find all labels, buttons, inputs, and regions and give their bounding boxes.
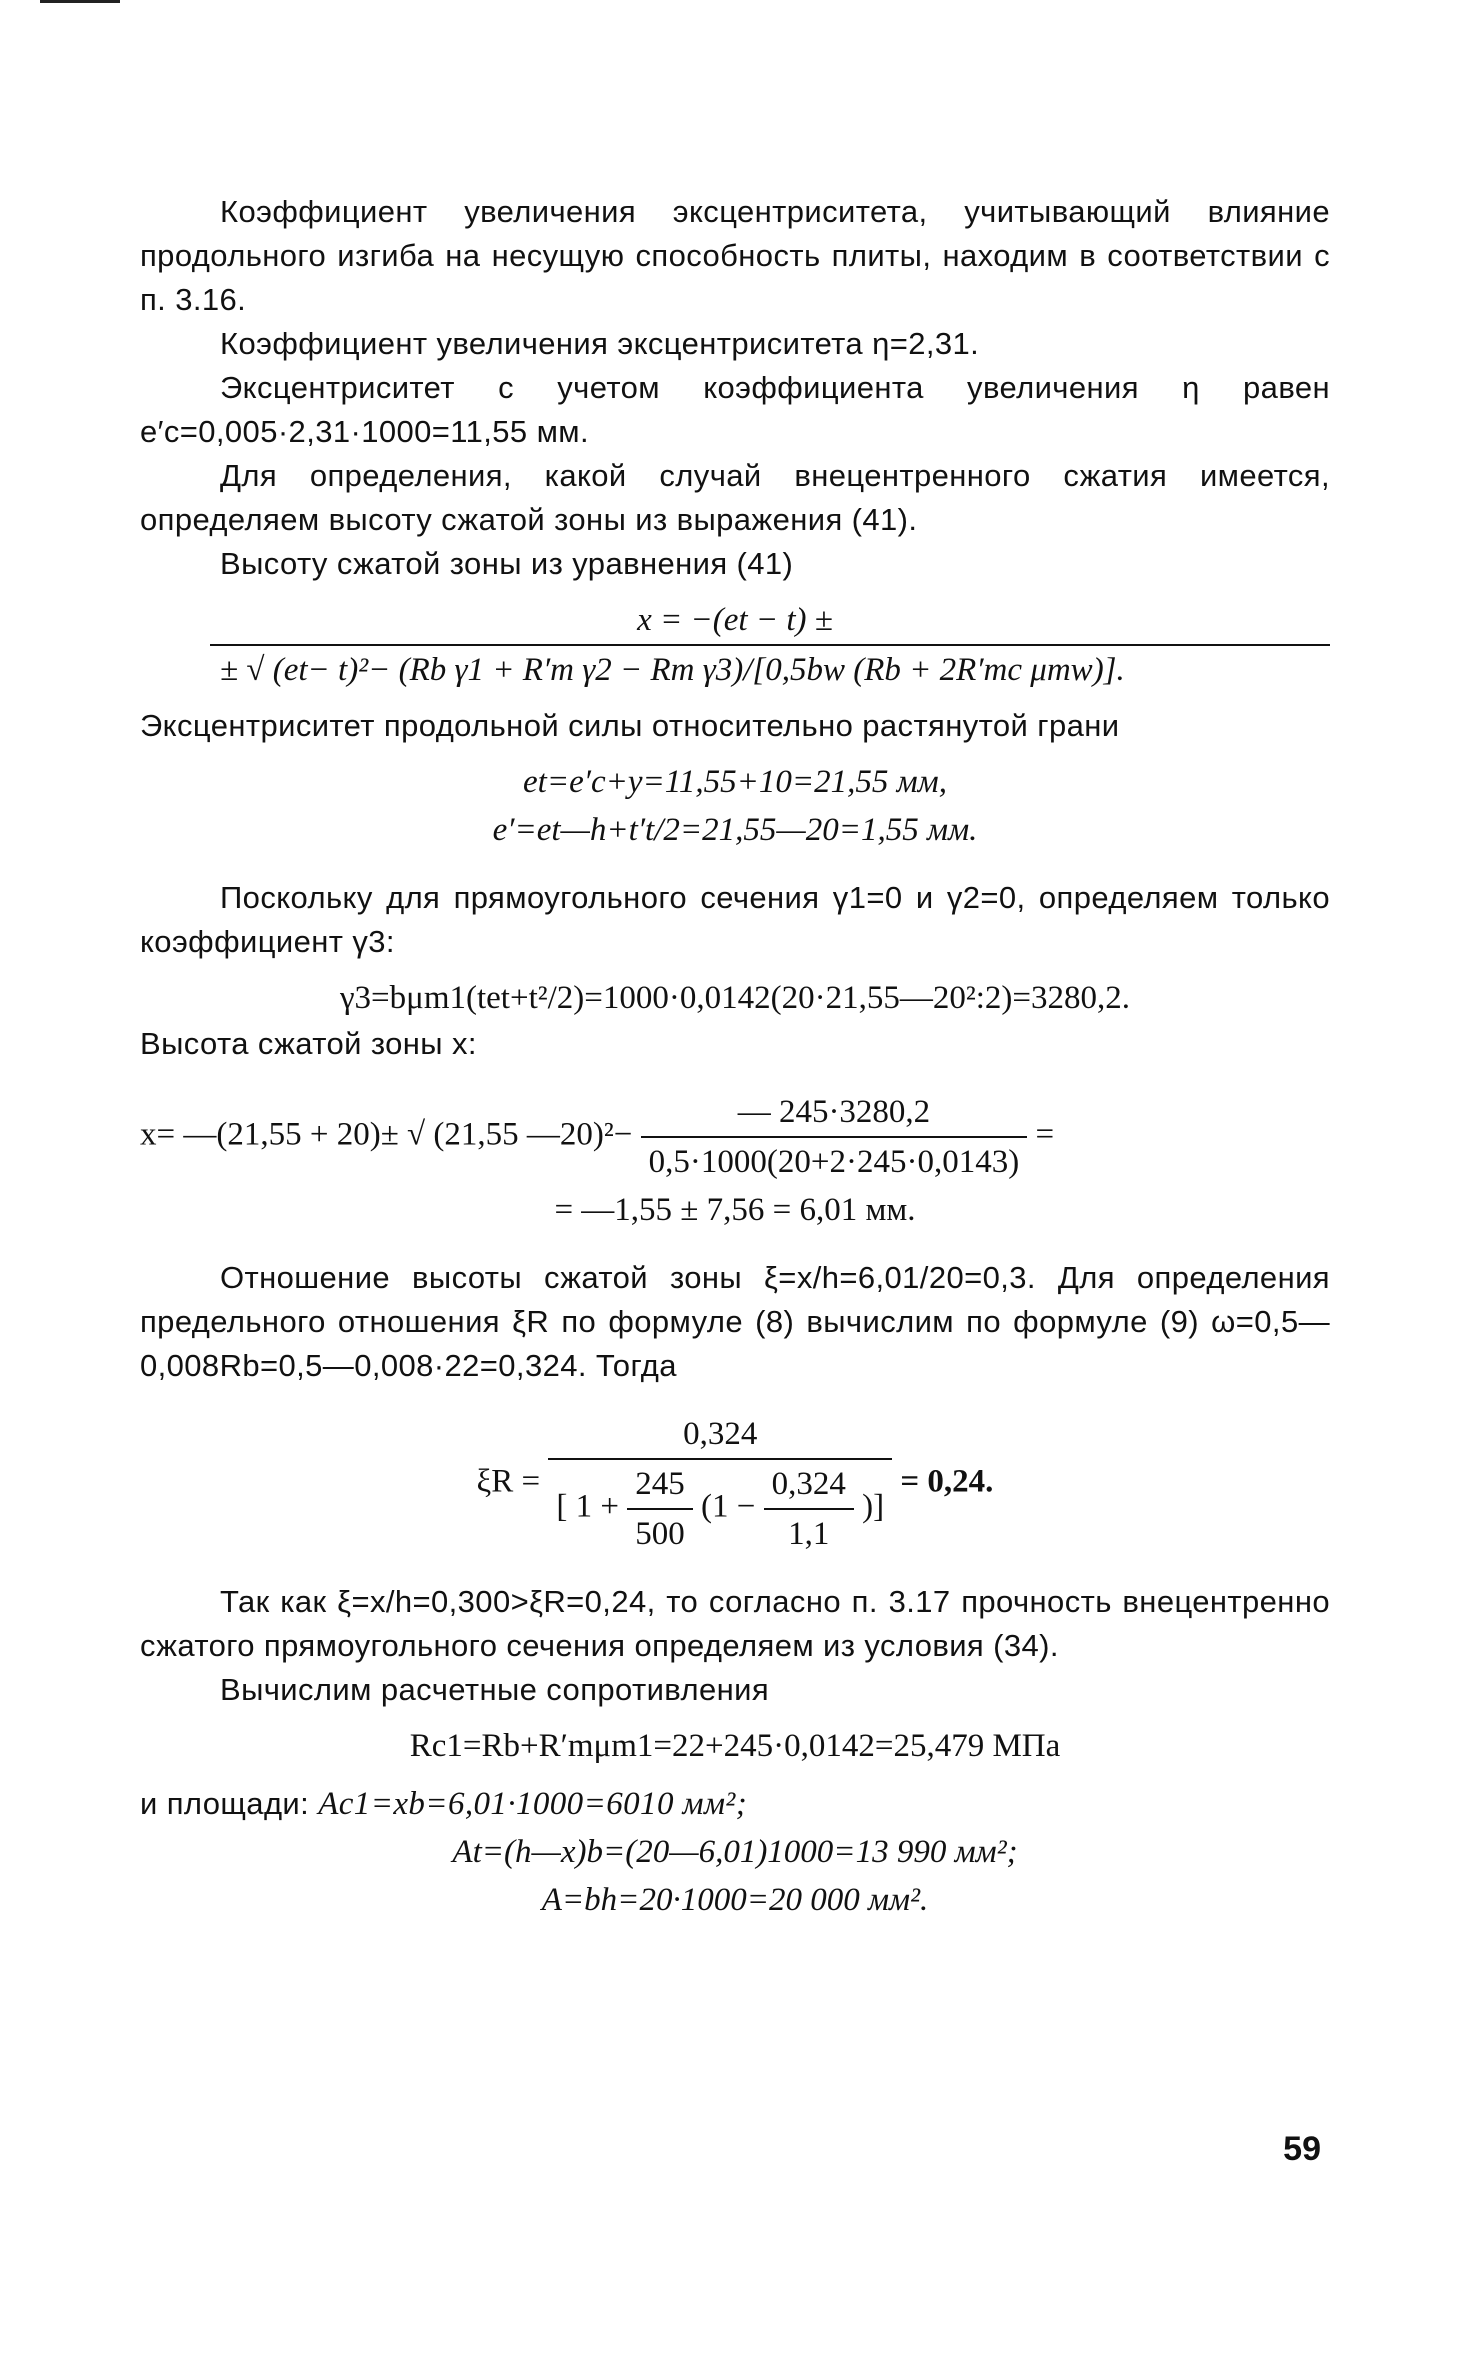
- equation-xiR-numerator: 0,324: [548, 1410, 892, 1460]
- xiR-inner-den: 1,1: [788, 1516, 830, 1552]
- equation-x-denominator: 0,5·1000(20+2·245·0,0143): [648, 1144, 1020, 1180]
- equation-et: et=e′c+y=11,55+10=21,55 мм,: [523, 764, 947, 800]
- equation-gamma3: γ3=bμm1(tet+t²/2)=1000·0,0142(20·21,55—20²:2)=3280,2.: [339, 980, 1131, 1016]
- paragraph-5: Высоту сжатой зоны из уравнения (41): [220, 546, 794, 581]
- paragraph-8: Высота сжатой зоны x:: [140, 1026, 477, 1061]
- equation-A: A=bh=20·1000=20 000 мм².: [541, 1882, 929, 1918]
- paragraph-3: Эксцентриситет с учетом коэффициента увеличения η равен e′c=0,005·2,31·1000=11,55 мм.: [140, 370, 1330, 449]
- paragraph-9: Отношение высоты сжатой зоны ξ=x/h=6,01/20=0,3. Для определения предельного отношения ξR по формуле (8) вычислим по формуле (9) ω=0,5—0,008Rb=0,5—0,008·22=0,324. Тогда: [140, 1260, 1330, 1383]
- equation-41-line1: x = −(et − t) ±: [637, 602, 833, 638]
- paragraph-1: Коэффициент увеличения эксцентриситета, учитывающий влияние продольного изгиба на несущую способность плиты, находим в соответствии с п. 3.16.: [140, 194, 1330, 317]
- equation-Ac1: Ac1=xb=6,01·1000=6010 мм²;: [318, 1786, 748, 1822]
- equation-xiR-left: ξR =: [476, 1463, 541, 1500]
- equation-xiR-fraction: [548, 1410, 892, 1558]
- xiR-close: ): [862, 1488, 874, 1525]
- equation-x-result: = —1,55 ± 7,56 = 6,01 мм.: [554, 1192, 916, 1228]
- equation-x: [140, 1088, 1330, 1186]
- equation-x-equals: =: [1035, 1116, 1055, 1153]
- xiR-one-plus: 1 +: [575, 1488, 620, 1525]
- paragraph-12: [140, 1780, 1330, 1828]
- equation-xiR-result: = 0,24.: [900, 1463, 994, 1500]
- xiR-inner: [764, 1460, 854, 1558]
- areas-label: и площади:: [140, 1786, 310, 1821]
- equation-x-numerator: — 245·3280,2: [641, 1088, 1028, 1138]
- equation-x-fraction: [641, 1088, 1028, 1186]
- paragraph-10: Так как ξ=x/h=0,300>ξR=0,24, то согласно п. 3.17 прочность внецентренно сжатого прямоугольного сечения определяем из условия (34).: [140, 1584, 1330, 1663]
- xiR-ratio-num: 245: [627, 1460, 693, 1510]
- paragraph-11: Вычислим расчетные сопротивления: [220, 1672, 770, 1707]
- paragraph-4: Для определения, какой случай внецентренного сжатия имеется, определяем высоту сжатой зоны из выражения (41).: [140, 458, 1330, 537]
- top-rule: [40, 0, 120, 3]
- xiR-one-minus: (1 −: [701, 1488, 756, 1525]
- paragraph-7: Поскольку для прямоугольного сечения γ1=0 и γ2=0, определяем только коэффициент γ3:: [140, 880, 1330, 959]
- paragraph-2: Коэффициент увеличения эксцентриситета η=2,31.: [220, 326, 980, 361]
- equation-xiR: [140, 1410, 1330, 1558]
- equation-41-line2: ± √ (et− t)²− (Rb γ1 + R′m γ2 − Rm γ3)/[0,5bw (Rb + 2R′mc μmw)].: [210, 644, 1330, 694]
- page-body: [140, 190, 1330, 1924]
- paragraph-6: Эксцентриситет продольной силы относительно растянутой грани: [140, 708, 1120, 743]
- xiR-ratio-den: 500: [635, 1516, 685, 1552]
- equation-xiR-denominator: [ 1 + $\frac{245}{500}$ (1 − $\frac{0,324}{1,1}$ )]: [548, 1460, 892, 1558]
- equation-x-left: x= —(21,55 + 20)± √ (21,55 —20)²−: [140, 1116, 633, 1153]
- equation-At: At=(h—x)b=(20—6,01)1000=13 990 мм²;: [452, 1834, 1018, 1870]
- xiR-ratio: [627, 1460, 693, 1558]
- equation-eprime: e′=et—h+t′t/2=21,55—20=1,55 мм.: [492, 812, 978, 848]
- page-number: 59: [1283, 2130, 1321, 2168]
- equation-Rc1: Rc1=Rb+R′mμm1=22+245·0,0142=25,479 МПа: [409, 1728, 1061, 1764]
- xiR-inner-num: 0,324: [764, 1460, 854, 1510]
